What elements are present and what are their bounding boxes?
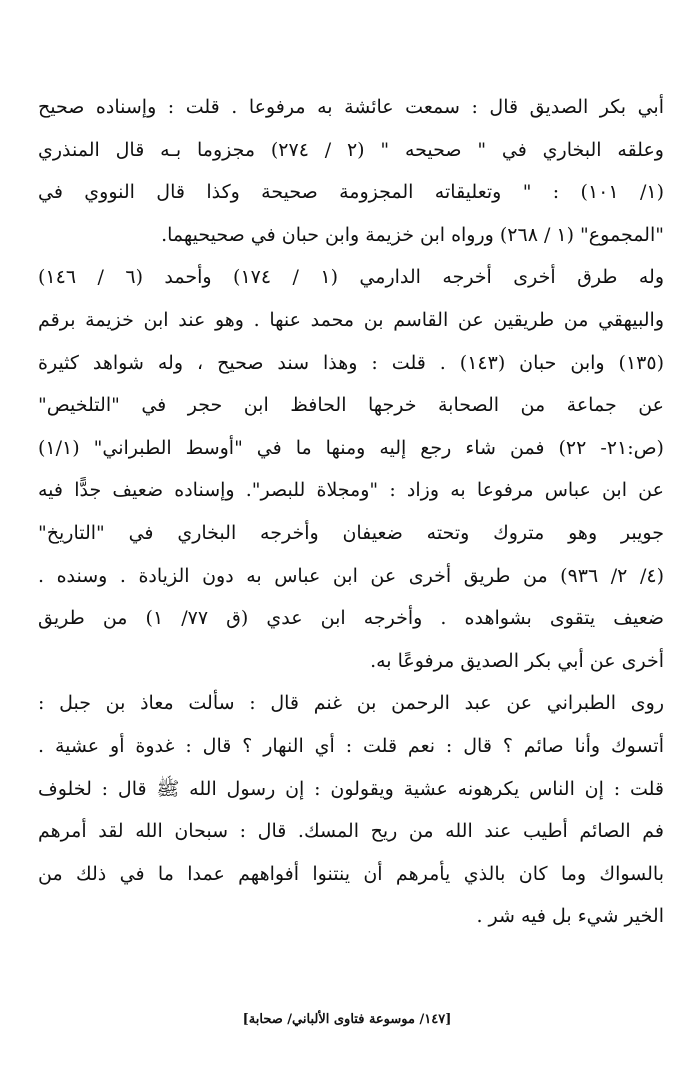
text-line-11: جويبر وهو متروك وتحته ضعيفان وأخرجه البخاري في "التاريخ"	[38, 521, 664, 544]
text-line-7: (١٣٥) وابن حبان (١٤٣) . قلت : وهذا سند صحيح ، وله شواهد كثيرة	[38, 351, 664, 374]
text-line-18: فم الصائم أطيب عند الله من ريح المسك. قال : سبحان الله لقد أمرهم	[38, 820, 664, 843]
text-line-4: "المجموع" (١ / ٢٦٨) ورواه ابن خزيمة وابن حبان في صحيحيهما.	[161, 223, 664, 246]
text-line-17: قلت : إن الناس يكرهونه عشية ويقولون : إن رسول الله ﷺ قال : لخلوف	[38, 777, 664, 800]
text-line-15: روى الطبراني عن عبد الرحمن بن غنم قال : سألت معاذ بن جبل :	[38, 692, 664, 715]
text-line-3: (١/ ١٠١) : " وتعليقاته المجزومة صحيحة وكذا قال النووي في	[38, 181, 664, 204]
text-line-6: والبيهقي من طريقين عن القاسم بن محمد عنها . وهو عند ابن خزيمة برقم	[38, 308, 664, 331]
text-line-10: عن ابن عباس مرفوعا به وزاد : "ومجلاة للبصر". وإسناده ضعيف جدًّا فيه	[38, 479, 664, 502]
text-line-14: أخرى عن أبي بكر الصديق مرفوعًا به.	[370, 649, 664, 672]
text-line-13: ضعيف يتقوى بشواهده . وأخرجه ابن عدي (ق ٧٧/ ١) من طريق	[38, 607, 664, 630]
text-line-9: (ص:٢١- ٢٢) فمن شاء رجع إليه ومنها ما في "أوسط الطبراني" (١/١)	[38, 436, 664, 459]
text-line-12: (٤/ ٢/ ٩٣٦) من طريق أخرى عن ابن عباس به دون الزيادة . وسنده .	[38, 564, 664, 587]
text-line-2: وعلقه البخاري في " صحيحه " (٢ / ٢٧٤) مجزوما بـه قال المنذري	[38, 138, 664, 161]
text-line-20: الخير شيء بل فيه شر .	[476, 905, 664, 928]
page-footer: [١٤٧/ موسوعة فتاوى الألباني/ صحابة]	[242, 1012, 452, 1027]
text-line-19: بالسواك وما كان بالذي يأمرهم أن ينتنوا أفواههم عمدا ما في ذلك من	[38, 862, 664, 885]
text-line-8: عن جماعة من الصحابة خرجها الحافظ ابن حجر في "التلخيص"	[38, 394, 664, 417]
page-body	[38, 86, 664, 938]
text-line-1: أبي بكر الصديق قال : سمعت عائشة به مرفوعا . قلت : وإسناده صحيح	[38, 96, 664, 118]
text-line-16: أتسوك وأنا صائم ؟ قال : نعم قلت : أي النهار ؟ قال : غدوة أو عشية .	[38, 734, 664, 757]
text-line-5: وله طرق أخرى أخرجه الدارمي (١ / ١٧٤) وأحمد (٦ / ١٤٦)	[38, 266, 665, 289]
